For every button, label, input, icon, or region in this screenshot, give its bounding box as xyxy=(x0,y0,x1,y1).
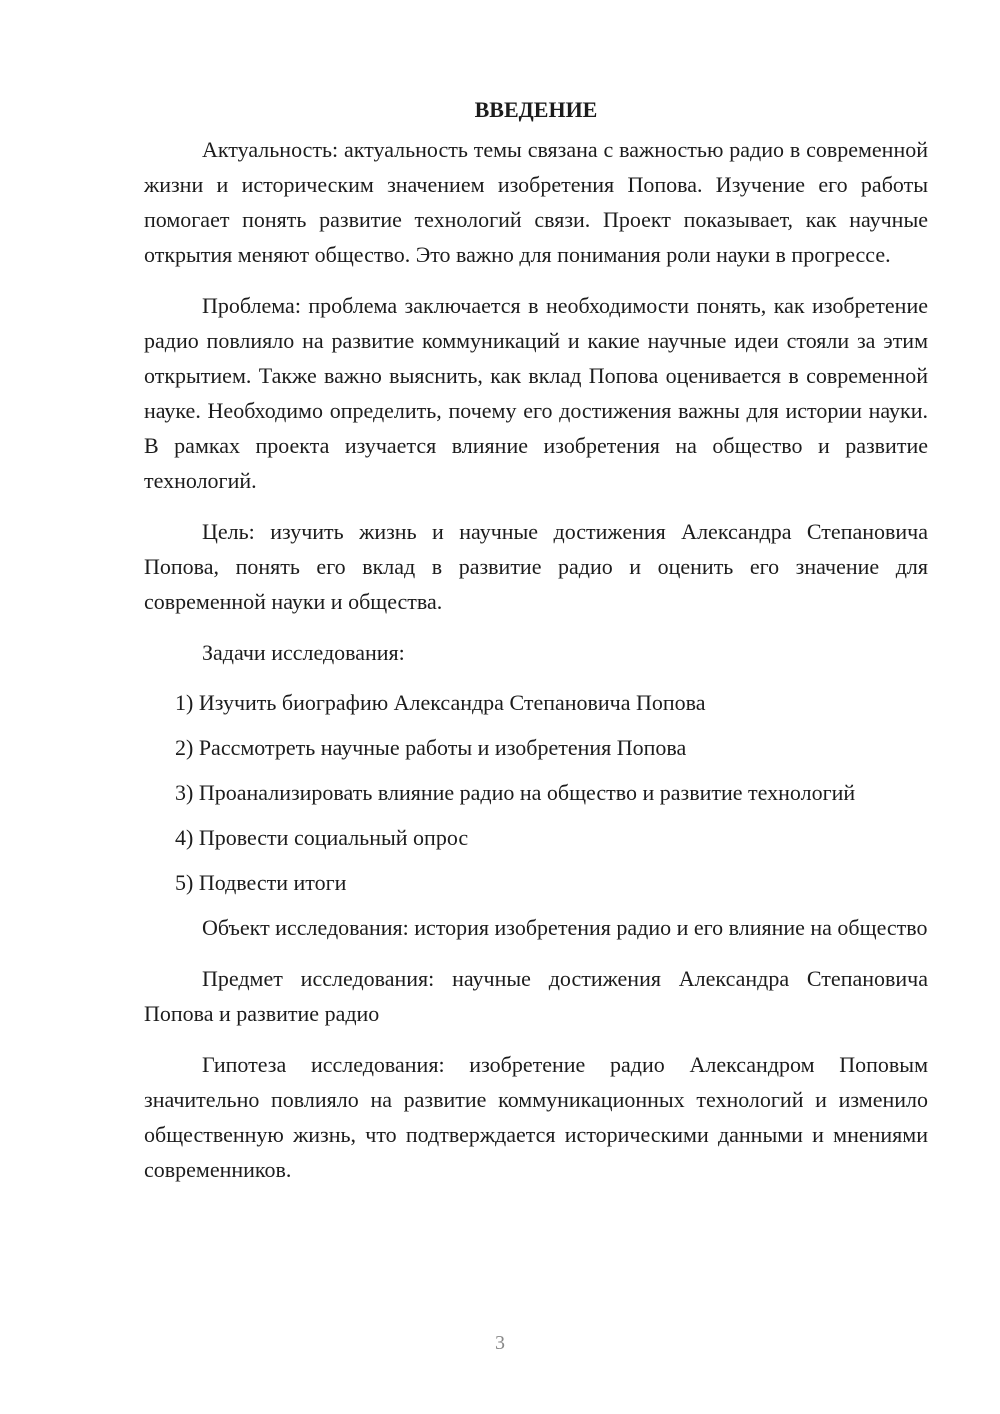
document-page xyxy=(144,95,928,1203)
goal-paragraph: Цель: изучить жизнь и научные достижения Александра Степановича Попова, понять его вклад в развитие радио и оценить его значение для современной науки и общества. xyxy=(144,519,928,614)
subject-paragraph: Предмет исследования: научные достижения Александра Степановича Попова и развитие радио xyxy=(144,966,928,1026)
task-item-2: 2) Рассмотреть научные работы и изобретения Попова xyxy=(175,735,687,760)
page-number: 3 xyxy=(495,1332,505,1354)
tasks-list xyxy=(144,685,928,900)
relevance-paragraph: Актуальность: актуальность темы связана с важностью радио в современной жизни и историческим значением изобретения Попова. Изучение его работы помогает понять развитие технологий связи. Проект показывает, как научные открытия меняют общество. Это важно для понимания роли науки в прогрессе. xyxy=(144,137,928,267)
task-item-5: 5) Подвести итоги xyxy=(175,870,347,895)
task-item-4: 4) Провести социальный опрос xyxy=(175,825,469,850)
task-item-3: 3) Проанализировать влияние радио на общество и развитие технологий xyxy=(175,780,856,805)
tasks-heading: Задачи исследования: xyxy=(202,640,405,665)
section-title: ВВЕДЕНИЕ xyxy=(474,97,598,122)
task-item-1: 1) Изучить биографию Александра Степановича Попова xyxy=(175,690,706,715)
problem-paragraph: Проблема: проблема заключается в необходимости понять, как изобретение радио повлияло на развитие коммуникаций и какие научные идеи стояли за этим открытием. Также важно выяснить, как вклад Попова оценивается в современной науке. Необходимо определить, почему его достижения важны для истории науки. В рамках проекта изучается влияние изобретения на общество и развитие технологий. xyxy=(144,293,928,493)
object-paragraph: Объект исследования: история изобретения радио и его влияние на общество xyxy=(202,915,928,940)
hypothesis-paragraph: Гипотеза исследования: изобретение радио Александром Поповым значительно повлияло на развитие коммуникационных технологий и изменило общественную жизнь, что подтверждается историческими данными и мнениями современников. xyxy=(144,1052,928,1182)
